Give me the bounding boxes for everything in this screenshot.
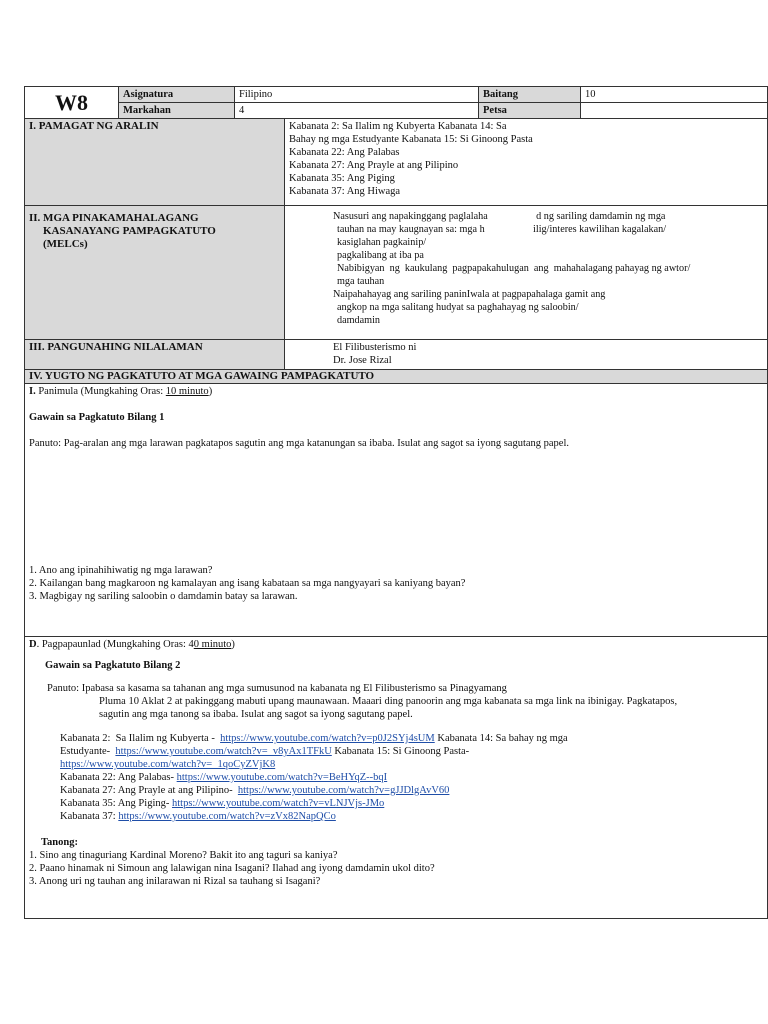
kabanata-37-label: Kabanata 37: xyxy=(60,811,119,822)
panimula-title xyxy=(29,385,763,398)
petsa-value xyxy=(581,103,768,119)
kabanata-2-label: Kabanata 2: Sa Ilalim ng Kubyerta - xyxy=(60,733,221,744)
pamagat-line: Bahay ng mga Estudyante Kabanata 15: Si Ginoong Pasta xyxy=(289,134,533,145)
melcs-line: Naipahahayag ang sariling paninIwala at pagpapahalaga gamit ang xyxy=(333,289,606,300)
melcs-label-line: (MELCs) xyxy=(43,238,88,250)
pagpapaunlad-question: 1. Sino ang tinaguriang Kardinal Moreno? Bakit ito ang taguri sa kaniya? xyxy=(29,850,338,861)
pagpapaunlad-panuto-line: Pluma 10 Aklat 2 at pakinggang mabuti upang maunawaan. Maaari ding panoorin ang mga kabanata sa mga link na ibinigay. Pagkatapos, xyxy=(99,696,678,707)
pagpapaunlad-title-end: ) xyxy=(231,639,235,650)
kabanata-27-label: Kabanata 27: Ang Prayle at ang Pilipino- xyxy=(60,785,238,796)
tanong-label: Tanong: xyxy=(41,837,78,848)
panimula-question: 3. Magbigay ng sariling saloobin o damdamin batay sa larawan. xyxy=(29,591,298,602)
panimula-time: 10 minuto xyxy=(165,386,209,397)
panimula-panuto: Panuto: Pag-aralan ang mga larawan pagkatapos sagutin ang mga katanungan sa ibaba. Isulat ang sagot sa iyong sagutang papel. xyxy=(29,438,570,449)
kabanata-27-line xyxy=(60,784,763,797)
panimula-letter: I. xyxy=(29,386,36,397)
melcs-line: kasiglahan pagkainip/ xyxy=(337,237,427,248)
panimula-section xyxy=(25,384,768,637)
nilalaman-line: Dr. Jose Rizal xyxy=(333,355,392,366)
melcs-line: Nasusuri ang napakinggang paglalaha d ng sariling damdamin ng mga xyxy=(333,211,666,222)
melcs-label-line: II. MGA PINAKAMAHALAGANG xyxy=(29,212,199,224)
week-label: W8 xyxy=(25,87,119,119)
kabanata-2-link[interactable]: https://www.youtube.com/watch?v=p0J2SYj4sUM xyxy=(220,733,435,744)
gawain-2-title: Gawain sa Pagkatuto Bilang 2 xyxy=(45,660,181,671)
lesson-plan-page xyxy=(24,86,767,919)
panimula-title-text: Panimula (Mungkahing Oras: xyxy=(35,386,166,397)
kabanata-22-label: Kabanata 22: Ang Palabas- xyxy=(60,772,177,783)
kabanata-14-label: Kabanata 14: Sa bahay ng mga xyxy=(434,733,568,744)
baitang-value: 10 xyxy=(581,87,768,103)
kabanata-27-link[interactable]: https://www.youtube.com/watch?v=gJJDlgAvV60 xyxy=(237,785,450,796)
kabanata-35-link[interactable]: https://www.youtube.com/watch?v=vLNJVjs-JMo xyxy=(171,798,385,809)
asignatura-label: Asignatura xyxy=(119,87,235,103)
pagpapaunlad-panuto-line: sagutin ang mga tanong sa ibaba. Isulat ang sagot sa iyong sagutang papel. xyxy=(99,709,413,720)
yugto-label: IV. YUGTO NG PAGKATUTO AT MGA GAWAING PAMPAGKATUTO xyxy=(25,370,768,384)
kabanata-15-label: Kabanata 15: Si Ginoong Pasta- xyxy=(331,746,470,757)
melcs-line: damdamin xyxy=(337,315,381,326)
markahan-label: Markahan xyxy=(119,103,235,119)
kabanata-37-line xyxy=(60,810,763,823)
nilalaman-content xyxy=(285,340,768,370)
kabanata-35-line xyxy=(60,797,763,810)
kabanata-35-label: Kabanata 35: Ang Piging- xyxy=(60,798,172,809)
estudyante-label: Estudyante- xyxy=(60,746,116,757)
nilalaman-line: El Filibusterismo ni xyxy=(333,342,417,353)
asignatura-value: Filipino xyxy=(235,87,479,103)
pamagat-line: Kabanata 2: Sa Ilalim ng Kubyerta Kabanata 14: Sa xyxy=(289,121,507,132)
kabanata-37-link[interactable]: https://www.youtube.com/watch?v=zVx82NapQCo xyxy=(118,811,336,822)
kabanata-links xyxy=(29,732,763,823)
pagpapaunlad-question: 2. Paano hinamak ni Simoun ang lalawigan nina Isagani? Ilahad ang iyong damdamin ukol dito? xyxy=(29,863,435,874)
gawain-1-title: Gawain sa Pagkatuto Bilang 1 xyxy=(29,412,165,423)
pamagat-line: Kabanata 35: Ang Piging xyxy=(289,173,395,184)
melcs-line: angkop na mga salitang hudyat sa paghahayag ng saloobin/ xyxy=(337,302,579,313)
pagpapaunlad-title xyxy=(29,638,763,651)
pamagat-content xyxy=(285,119,768,206)
image-placeholder-area xyxy=(29,450,763,564)
pamagat-label: I. PAMAGAT NG ARALIN xyxy=(25,119,285,206)
lesson-plan-table xyxy=(24,86,768,919)
melcs-content xyxy=(285,206,768,340)
baitang-label: Baitang xyxy=(479,87,581,103)
kabanata-14-line xyxy=(60,745,763,758)
pamagat-line: Kabanata 27: Ang Prayle at ang Pilipino xyxy=(289,160,459,171)
panimula-question: 1. Ano ang ipinahihiwatig ng mga larawan? xyxy=(29,565,213,576)
kabanata-22-line xyxy=(60,771,763,784)
nilalaman-label: III. PANGUNAHING NILALAMAN xyxy=(25,340,285,370)
kabanata-14-link[interactable]: https://www.youtube.com/watch?v=_v8yAx1TFkU xyxy=(115,746,332,757)
pagpapaunlad-panuto-line: Panuto: Ipabasa sa kasama sa tahanan ang mga sumusunod na kabanata ng El Filibusterismo sa Pinagyamang xyxy=(47,683,507,694)
pagpapaunlad-time: 0 minuto xyxy=(193,639,232,650)
kabanata-22-link[interactable]: https://www.youtube.com/watch?v=BeHYqZ--bqI xyxy=(176,772,388,783)
melcs-line: pagkalibang at iba pa xyxy=(337,250,424,261)
melcs-line: tauhan na may kaugnayan sa: mga h ilig/interes kawilihan kagalakan/ xyxy=(337,224,667,235)
markahan-value: 4 xyxy=(235,103,479,119)
kabanata-2-line xyxy=(60,732,763,745)
petsa-label: Petsa xyxy=(479,103,581,119)
panimula-question: 2. Kailangan bang magkaroon ng kamalayan ang isang kabataan sa mga nangyayari sa kaniyang bayan? xyxy=(29,578,466,589)
pagpapaunlad-letter: D xyxy=(29,639,37,650)
pamagat-line: Kabanata 37: Ang Hiwaga xyxy=(289,186,401,197)
pagpapaunlad-question: 3. Anong uri ng tauhan ang inilarawan ni Rizal sa tauhang si Isagani? xyxy=(29,876,321,887)
melcs-line: mga tauhan xyxy=(337,276,385,287)
panimula-title-end: ) xyxy=(208,386,213,397)
kabanata-15-line xyxy=(60,758,763,771)
pagpapaunlad-title-text: . Pagpapaunlad (Mungkahing Oras: 4 xyxy=(36,639,194,650)
melcs-label xyxy=(25,206,285,340)
pamagat-line: Kabanata 22: Ang Palabas xyxy=(289,147,400,158)
pagpapaunlad-section xyxy=(25,637,768,919)
melcs-line: Nabibigyan ng kaukulang pagpapakahulugan ang mahahalagang pahayag ng awtor/ xyxy=(337,263,691,274)
kabanata-15-link[interactable]: https://www.youtube.com/watch?v=_1qoCyZVjK8 xyxy=(60,759,276,770)
melcs-label-line: KASANAYANG PAMPAGKATUTO xyxy=(43,225,216,237)
